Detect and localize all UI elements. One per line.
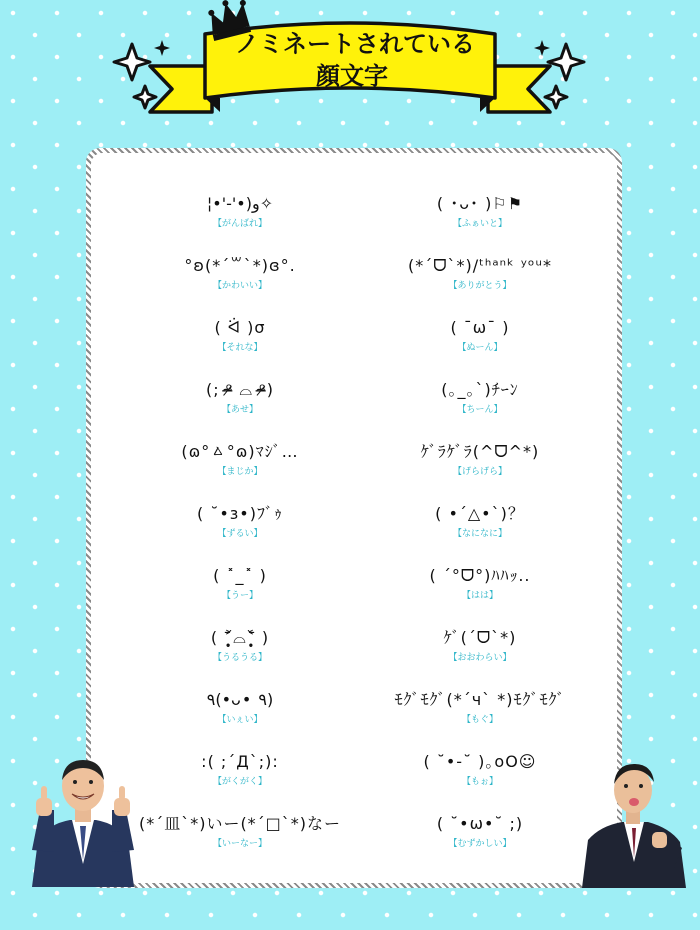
kaomoji-item: [350, 372, 610, 434]
kaomoji-face: (*´ᗜ`*)/ᵗʰᵃⁿᵏ ʸᵒᵘ*: [408, 256, 552, 275]
kaomoji-label: 【ずるい】: [217, 529, 263, 539]
kaomoji-item: [350, 744, 610, 806]
kaomoji-face: (*´皿`*)いー(*´□`*)なー: [138, 814, 342, 833]
title-header: [0, 0, 700, 140]
kaomoji-face: ¦•'-'•)و✧: [206, 194, 274, 213]
kaomoji-label: 【ちーん】: [457, 405, 503, 415]
kaomoji-item: [110, 744, 370, 806]
kaomoji-face: (ɷ°ㅿ°ɷ)ﾏｼﾞ…: [181, 442, 299, 461]
kaomoji-face: °ʚ(*´꒳`*)ɞ°.: [184, 256, 296, 275]
kaomoji-label: 【はは】: [461, 591, 498, 601]
kaomoji-item: [350, 186, 610, 248]
kaomoji-face: ( ˘•ω•˘ ;): [436, 814, 524, 833]
kaomoji-face: ﾓｸﾞﾓｸﾞ(*´ч` *)ﾓｸﾞﾓｸﾞ: [394, 690, 566, 709]
kaomoji-face: :( ;´Д`;):: [201, 752, 279, 771]
kaomoji-label: 【かわいい】: [212, 281, 267, 291]
right-column: [350, 186, 610, 868]
kaomoji-label: 【いーなー】: [212, 839, 267, 849]
kaomoji-label: 【それな】: [217, 343, 263, 353]
kaomoji-face: ( ˃̣̣̥᷄⌓˂̣̣̥᷅ ): [210, 628, 270, 647]
kaomoji-face: ( ˟_˟ ): [213, 566, 267, 585]
kaomoji-label: 【いぇい】: [217, 715, 263, 725]
title-line-2: 顔文字: [316, 62, 388, 90]
kaomoji-item: [350, 434, 610, 496]
kaomoji-label: 【もぐ】: [461, 715, 498, 725]
kaomoji-face: (; ᵒ̴̶̷ ⌓ ᵒ̴̶̷): [205, 380, 275, 399]
kaomoji-face: ( ᐛ )σ: [214, 318, 266, 337]
kaomoji-label: 【ふぁいと】: [452, 219, 507, 229]
kaomoji-face: ｹﾞﾗｹﾞﾗ(^ᗜ^*): [420, 442, 540, 461]
kaomoji-item: [110, 434, 370, 496]
kaomoji-item: [350, 682, 610, 744]
kaomoji-item: [110, 372, 370, 434]
kaomoji-label: 【がんばれ】: [212, 219, 267, 229]
person-left-thumbs-up: [18, 752, 148, 887]
kaomoji-label: 【もぉ】: [461, 777, 498, 787]
kaomoji-face: ( ˘•з•)ﾌﾞｩ: [197, 504, 283, 523]
kaomoji-face: (｡_｡`)ﾁｰﾝ: [441, 380, 519, 399]
kaomoji-face: ( ¯ω¯ ): [450, 318, 510, 337]
title-line-1: ノミネートされている: [235, 30, 475, 58]
kaomoji-label: 【まじか】: [217, 467, 263, 477]
kaomoji-label: 【うるうる】: [212, 653, 267, 663]
kaomoji-label: 【あせ】: [221, 405, 258, 415]
kaomoji-face: ( ˘•-˘ )｡oO☺︎: [423, 752, 537, 771]
kaomoji-item: [110, 682, 370, 744]
kaomoji-label: 【ぬーん】: [457, 343, 503, 353]
kaomoji-item: [110, 620, 370, 682]
kaomoji-face: ٩(•ᴗ• ٩): [206, 690, 274, 709]
kaomoji-label: 【うー】: [221, 591, 258, 601]
kaomoji-label: 【ありがとう】: [448, 281, 512, 291]
kaomoji-item: [110, 806, 370, 868]
kaomoji-label: 【むずかしい】: [448, 839, 512, 849]
person-right-tongue-out: [578, 758, 690, 888]
kaomoji-item: [350, 248, 610, 310]
kaomoji-item: [110, 558, 370, 620]
kaomoji-label: 【なになに】: [452, 529, 507, 539]
kaomoji-item: [110, 310, 370, 372]
kaomoji-face: ( ･ᴗ･ )⚐⚑: [436, 194, 524, 213]
kaomoji-face: ( •´△•`)？: [435, 504, 525, 523]
kaomoji-item: [350, 620, 610, 682]
kaomoji-label: 【がくがく】: [212, 777, 267, 787]
kaomoji-item: [110, 248, 370, 310]
kaomoji-label: 【おおわらい】: [448, 653, 512, 663]
kaomoji-item: [350, 310, 610, 372]
kaomoji-face: ｹﾞ(´ᗜ`*): [443, 628, 517, 647]
left-column: [110, 186, 370, 868]
kaomoji-face: ( ´°ᗜ°)ﾊﾊｯ..: [429, 566, 531, 585]
kaomoji-item: [110, 186, 370, 248]
kaomoji-item: [350, 558, 610, 620]
kaomoji-item: [350, 806, 610, 868]
kaomoji-label: 【げらげら】: [452, 467, 507, 477]
kaomoji-item: [110, 496, 370, 558]
kaomoji-item: [350, 496, 610, 558]
